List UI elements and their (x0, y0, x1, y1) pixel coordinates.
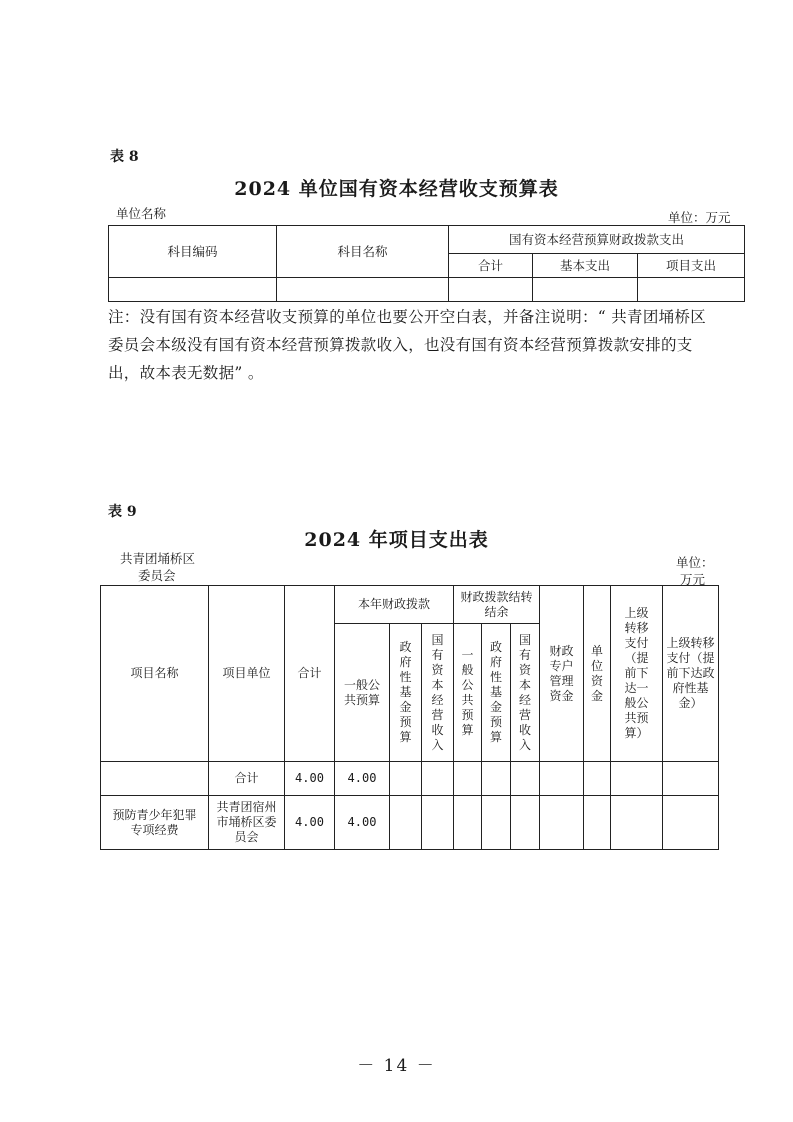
table8-header-code: 科目编码 (109, 226, 277, 278)
table-cell (277, 278, 449, 302)
table8-tag: 表 8 (110, 149, 139, 165)
table-cell (482, 796, 511, 850)
table8-header-project: 项目支出 (638, 254, 745, 278)
table9-header-special-fund-cell (540, 586, 584, 762)
table9-header-project-unit: 项目单位 (209, 586, 285, 762)
table-row (101, 762, 719, 796)
table-cell (454, 762, 482, 796)
table9-org-line2: 委员会 (138, 568, 176, 583)
table9-header-special-fund: 财政专户管理资金 (549, 643, 574, 703)
page-number: － 14 － (357, 1056, 436, 1076)
table9-row1-general: 4.00 (335, 762, 390, 796)
table-cell (449, 278, 533, 302)
table9-header-total: 合计 (285, 586, 335, 762)
table-cell (422, 762, 454, 796)
table8-header-name: 科目名称 (277, 226, 449, 278)
table9-row2-total: 4.00 (285, 796, 335, 850)
table-cell (611, 762, 663, 796)
table-row (109, 278, 745, 302)
table-cell (109, 278, 277, 302)
table-cell (663, 796, 719, 850)
table9-header-transfer-general: 上级转移支付（提前下达一般公共预算） (624, 606, 649, 740)
table9-header-carry-group-cell (454, 586, 540, 624)
table-cell (584, 796, 611, 850)
table9-row1-name (101, 762, 209, 796)
table9-header-unit-fund: 单位资金 (591, 643, 604, 703)
table9-header-state-capital-cell (422, 624, 454, 762)
table9-row2-name-cell (101, 796, 209, 850)
table8-unit-name-label: 单位名称 (116, 206, 167, 221)
table-cell (663, 762, 719, 796)
table9-header-transfer-gov-fund: 上级转移支付（提前下达政府性基金） (666, 636, 715, 710)
table-cell (611, 796, 663, 850)
table9-header-general-budget-cell (335, 624, 390, 762)
table9-unit-line1: 单位： (676, 555, 714, 570)
table9-header-transfer-gov-fund-cell (663, 586, 719, 762)
table9-tag: 表 9 (108, 504, 137, 520)
table9-header-state-capital: 国有资本经营收入 (431, 632, 444, 752)
table8-note: 注：没有国有资本经营收支预算的单位也要公开空白表，并备注说明：“ 共青团埇桥区委员会本级没有国有资本经营预算拨款收入，也没有国有资本经营预算拨款安排的支出，故本表无数据” 。 (108, 308, 707, 382)
table9-header-unit-fund-cell (584, 586, 611, 762)
table-cell (511, 796, 540, 850)
table-cell (533, 278, 638, 302)
table9-header-carry-general: 一般公共预算 (461, 647, 474, 737)
table9-header-gov-fund-cell (390, 624, 422, 762)
table9-header-carry-gov-fund-cell (482, 624, 511, 762)
table-cell (584, 762, 611, 796)
table8-header-total: 合计 (449, 254, 533, 278)
table9-title: 2024 年项目支出表 (304, 529, 489, 551)
table9-header-general-budget: 一般公共预算 (343, 677, 380, 707)
table9-row2-unit: 共青团宿州市埇桥区委员会 (216, 800, 277, 844)
table8-unit-label: 单位：万元 (668, 210, 731, 225)
table8-title: 2024 单位国有资本经营收支预算表 (234, 178, 559, 200)
table9-unit-line2: 万元 (680, 572, 706, 587)
table9-header-carry-group: 财政拨款结转结余 (460, 589, 533, 619)
table9-header-current-group: 本年财政拨款 (335, 586, 454, 624)
table9-header-carry-state-capital-cell (511, 624, 540, 762)
table-cell (540, 762, 584, 796)
table8-header-basic: 基本支出 (533, 254, 638, 278)
table-cell (390, 762, 422, 796)
table-cell (422, 796, 454, 850)
table9-row1-unit: 合计 (209, 762, 285, 796)
table8-header-group: 国有资本经营预算财政拨款支出 (449, 226, 745, 254)
table-cell (638, 278, 745, 302)
table8 (108, 225, 745, 302)
table9-header-carry-gov-fund: 政府性基金预算 (490, 640, 503, 744)
table9-row2-general: 4.00 (335, 796, 390, 850)
table9-header-project-name: 项目名称 (101, 586, 209, 762)
table9-header-gov-fund: 政府性基金预算 (399, 640, 412, 744)
table9 (100, 585, 719, 850)
table-cell (454, 796, 482, 850)
table9-org-line1: 共青团埇桥区 (120, 551, 196, 566)
table9-row2-name: 预防青少年犯罪专项经费 (112, 807, 197, 837)
table9-row1-total: 4.00 (285, 762, 335, 796)
table-cell (390, 796, 422, 850)
table9-header-carry-state-capital: 国有资本经营收入 (519, 632, 532, 752)
table9-header-carry-general-cell (454, 624, 482, 762)
table-cell (511, 762, 540, 796)
table9-row2-unit-cell (209, 796, 285, 850)
table9-header-transfer-general-cell (611, 586, 663, 762)
table-row (101, 796, 719, 850)
table-cell (482, 762, 511, 796)
table-cell (540, 796, 584, 850)
